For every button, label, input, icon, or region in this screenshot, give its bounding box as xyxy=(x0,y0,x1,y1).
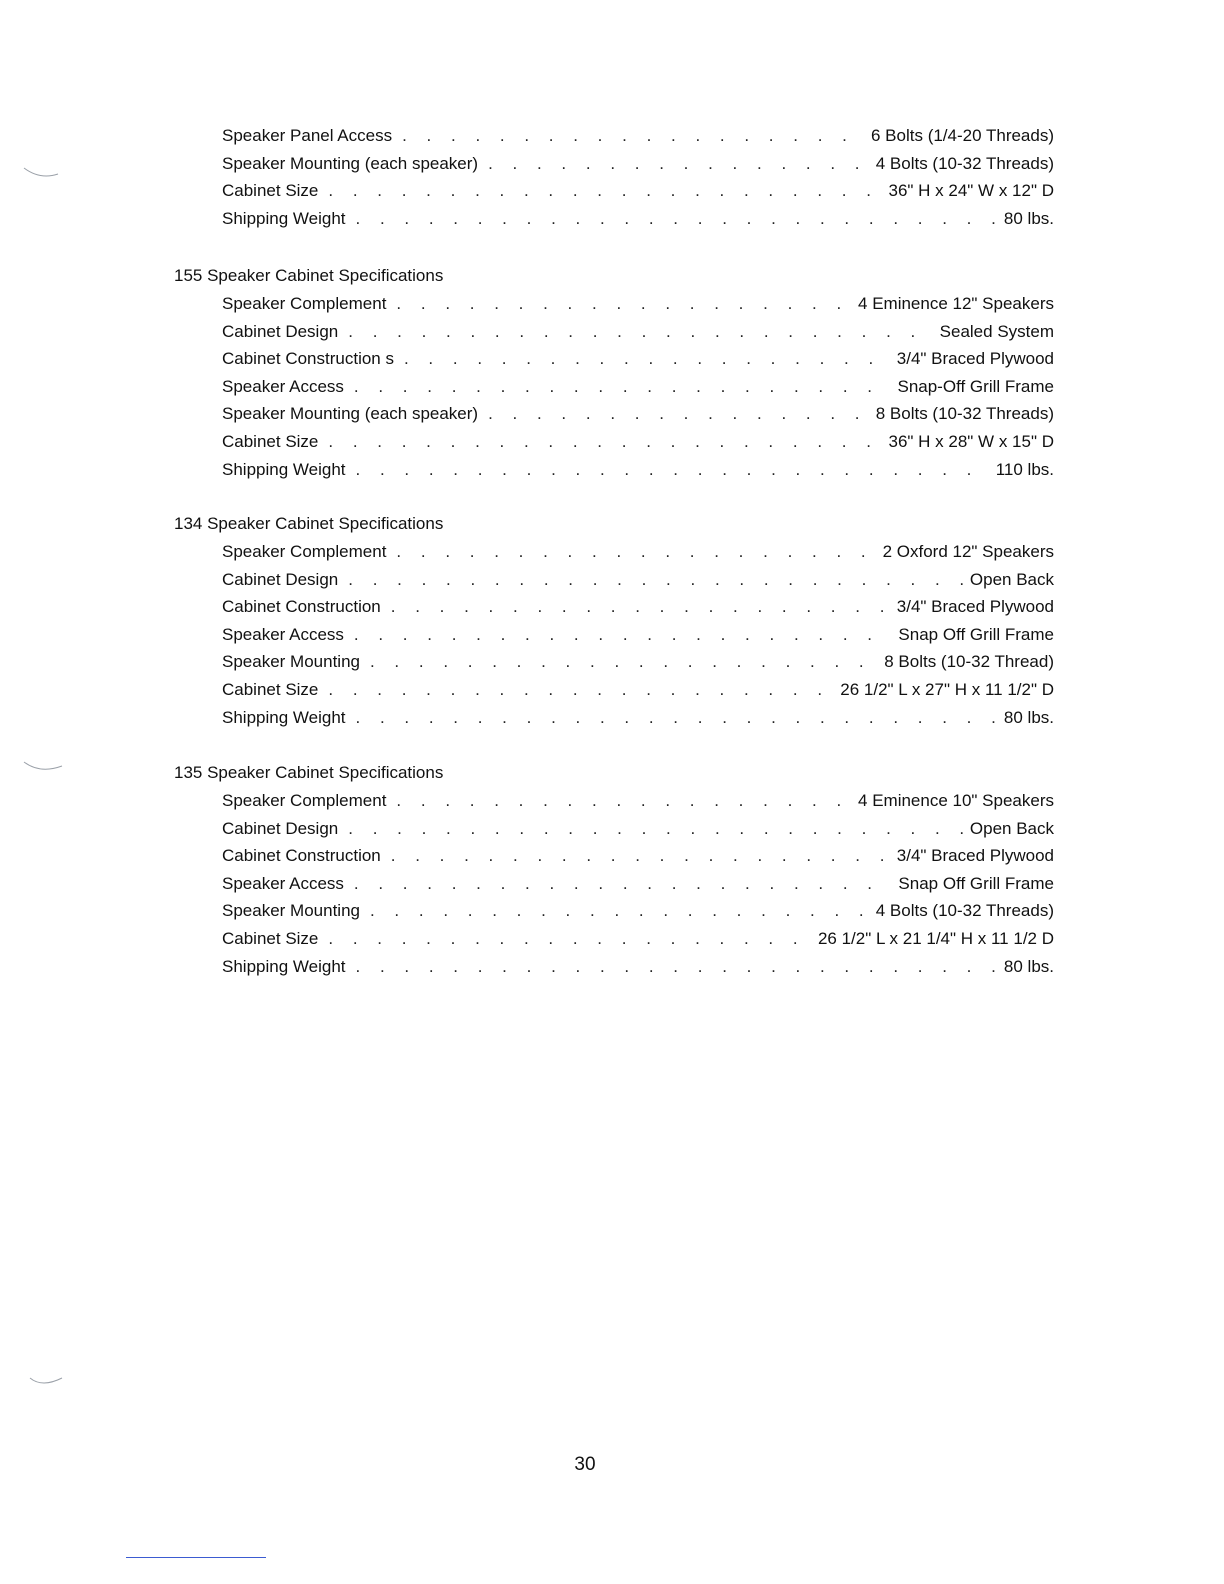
spec-value: 4 Bolts (10-32 Threads) xyxy=(875,153,1054,173)
dot-leader xyxy=(370,648,878,676)
spec-label: Speaker Mounting xyxy=(222,901,360,921)
spec-section-155 xyxy=(174,262,1054,483)
spec-row xyxy=(174,953,1054,981)
spec-row xyxy=(174,373,1054,401)
spec-row xyxy=(174,538,1054,566)
dot-leader xyxy=(348,815,964,843)
dot-leader xyxy=(356,205,998,233)
dot-leader xyxy=(488,400,870,428)
spec-label: Speaker Panel Access xyxy=(222,126,393,145)
spec-row xyxy=(174,345,1054,373)
spec-value: 36" H x 28" W x 15" D xyxy=(888,431,1054,451)
spec-label: Cabinet Size xyxy=(222,928,319,948)
spec-row xyxy=(174,428,1054,456)
dot-leader xyxy=(391,593,891,621)
dot-leader xyxy=(356,704,998,732)
spec-label: Cabinet Construction xyxy=(222,597,381,617)
spec-value: 36" H x 24" W x 12" D xyxy=(888,181,1054,201)
dot-leader xyxy=(328,925,812,953)
spec-row xyxy=(174,648,1054,676)
spec-label: Speaker Mounting (each speaker) xyxy=(222,153,479,173)
spec-list xyxy=(174,538,1054,731)
spec-value: 2 Oxford 12" Speakers xyxy=(882,542,1054,561)
dot-leader xyxy=(488,150,870,178)
dot-leader xyxy=(370,897,870,925)
spec-label: Speaker Mounting (each speaker) xyxy=(222,404,479,424)
spec-value: Snap Off Grill Frame xyxy=(898,624,1054,644)
spec-label: Shipping Weight xyxy=(222,208,346,228)
spec-list xyxy=(174,290,1054,483)
spec-label: Speaker Access xyxy=(222,873,344,893)
dot-leader xyxy=(354,373,892,401)
spec-value: 4 Bolts (10-32 Threads) xyxy=(875,901,1054,921)
spec-label: Shipping Weight xyxy=(222,956,346,976)
dot-leader xyxy=(328,177,882,205)
spec-label: Speaker Complement xyxy=(222,542,387,561)
spec-row xyxy=(174,177,1054,205)
spec-value: Sealed System xyxy=(939,321,1054,341)
spec-value: 8 Bolts (10-32 Threads) xyxy=(875,404,1054,424)
spec-value: 80 lbs. xyxy=(1003,707,1054,727)
spec-section-134 xyxy=(174,510,1054,731)
spec-row xyxy=(174,704,1054,732)
spec-row xyxy=(174,621,1054,649)
spec-label: Shipping Weight xyxy=(222,707,346,727)
spec-row xyxy=(174,400,1054,428)
binding-hole-mark xyxy=(22,164,66,182)
dot-leader xyxy=(396,538,876,566)
dot-leader xyxy=(396,290,852,318)
spec-value: 3/4" Braced Plywood xyxy=(896,349,1054,369)
spec-label: Speaker Complement xyxy=(222,791,387,810)
spec-label: Shipping Weight xyxy=(222,459,346,479)
dot-leader xyxy=(354,621,893,649)
section-title: 134 Speaker Cabinet Specifications xyxy=(174,514,444,533)
spec-list xyxy=(174,787,1054,980)
spec-value: 8 Bolts (10-32 Thread) xyxy=(884,652,1054,672)
spec-label: Cabinet Size xyxy=(222,181,319,201)
section-title: 135 Speaker Cabinet Specifications xyxy=(174,763,444,782)
spec-row xyxy=(174,925,1054,953)
spec-value: 6 Bolts (1/4-20 Threads) xyxy=(871,126,1054,145)
spec-label: Cabinet Design xyxy=(222,818,339,838)
spec-label: Speaker Mounting xyxy=(222,652,360,672)
dot-leader xyxy=(328,676,834,704)
spec-label: Speaker Access xyxy=(222,376,344,396)
spec-value: 4 Eminence 10" Speakers xyxy=(858,791,1054,810)
spec-row xyxy=(174,318,1054,346)
spec-row xyxy=(174,593,1054,621)
spec-row xyxy=(174,787,1054,815)
spec-row xyxy=(174,205,1054,233)
dot-leader xyxy=(396,787,852,815)
dot-leader xyxy=(328,428,882,456)
spec-row xyxy=(174,566,1054,594)
dot-leader xyxy=(356,456,990,484)
dot-leader xyxy=(354,870,893,898)
spec-value: Snap Off Grill Frame xyxy=(898,873,1054,893)
spec-row xyxy=(174,842,1054,870)
dot-leader xyxy=(391,842,891,870)
spec-label: Speaker Complement xyxy=(222,294,387,313)
spec-value: 80 lbs. xyxy=(1003,956,1054,976)
spec-value: 4 Eminence 12" Speakers xyxy=(858,294,1054,313)
spec-label: Speaker Access xyxy=(222,624,344,644)
spec-section-continued xyxy=(174,122,1054,232)
spec-row xyxy=(174,815,1054,843)
spec-label: Cabinet Size xyxy=(222,431,319,451)
dot-leader xyxy=(348,318,933,346)
spec-row xyxy=(174,870,1054,898)
spec-value: Open Back xyxy=(969,569,1054,589)
spec-row xyxy=(174,122,1054,150)
spec-value: 26 1/2" L x 27" H x 11 1/2" D xyxy=(840,679,1054,699)
spec-row xyxy=(174,456,1054,484)
spec-label: Cabinet Construction s xyxy=(222,349,394,369)
spec-section-135 xyxy=(174,759,1054,980)
spec-value: 80 lbs. xyxy=(1003,208,1054,228)
spec-label: Cabinet Size xyxy=(222,679,319,699)
bottom-rule-line xyxy=(126,1557,266,1558)
spec-value: 26 1/2" L x 21 1/4" H x 11 1/2 D xyxy=(817,928,1054,948)
spec-label: Cabinet Construction xyxy=(222,846,381,866)
spec-list xyxy=(174,122,1054,232)
spec-row xyxy=(174,150,1054,178)
dot-leader xyxy=(348,566,964,594)
spec-row xyxy=(174,897,1054,925)
spec-row xyxy=(174,676,1054,704)
spec-value: 3/4" Braced Plywood xyxy=(896,846,1054,866)
binding-hole-mark xyxy=(22,1372,66,1390)
spec-value: 110 lbs. xyxy=(995,459,1054,479)
dot-leader xyxy=(356,953,998,981)
spec-label: Cabinet Design xyxy=(222,569,339,589)
spec-value: Snap-Off Grill Frame xyxy=(897,376,1054,396)
page-number: 30 xyxy=(574,1454,596,1475)
spec-label: Cabinet Design xyxy=(222,321,339,341)
spec-value: 3/4" Braced Plywood xyxy=(896,597,1054,617)
dot-leader xyxy=(404,345,891,373)
section-title: 155 Speaker Cabinet Specifications xyxy=(174,266,444,285)
spec-value: Open Back xyxy=(969,818,1054,838)
binding-hole-mark xyxy=(22,758,66,776)
spec-row xyxy=(174,290,1054,318)
dot-leader xyxy=(402,122,865,150)
